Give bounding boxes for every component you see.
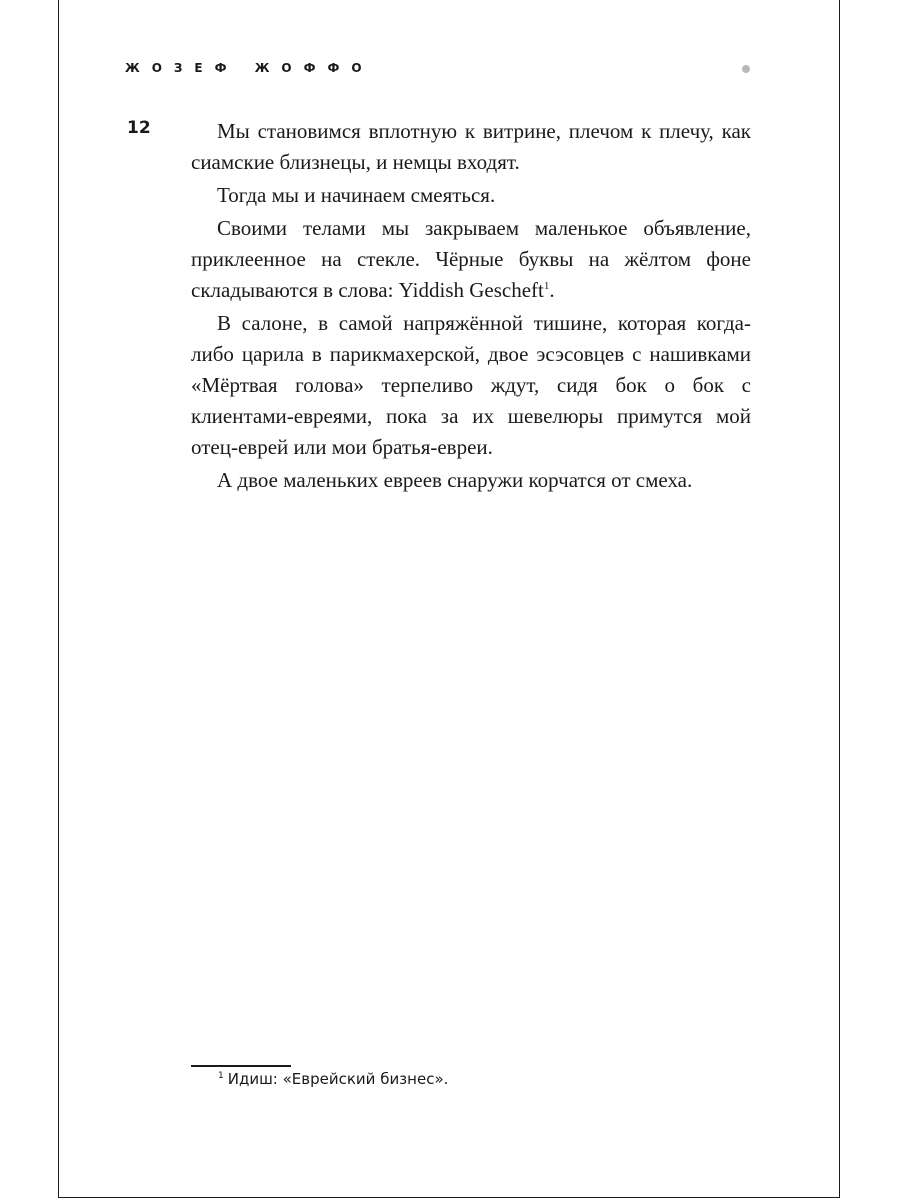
ornament-dot: [742, 65, 750, 73]
footnote-marker: 1: [218, 1071, 224, 1081]
footnote: [218, 1070, 448, 1088]
paragraph-text: Своими телами мы закрываем маленькое объявление, приклеенное на стекле. Чёрные буквы на жёлтом фоне складываются в слова: Yiddish Gescheft: [191, 216, 751, 302]
running-head: ЖОЗЕФ ЖОФФО: [125, 61, 374, 75]
footnote-rule: [191, 1065, 291, 1067]
paragraph: В салоне, в самой напряжённой тишине, которая когда-либо царила в парикмахерской, двое эсэсовцев с нашивками «Мёртвая голова» терпеливо ждут, сидя бок о бок с клиентами-евреями, пока за их шевелюры примутся мой отец-еврей или мои братья-евреи.: [191, 311, 751, 459]
page-number: 12: [127, 118, 151, 138]
paragraph: Тогда мы и начинаем смеяться.: [217, 183, 496, 207]
paragraph: Мы становимся вплотную к витрине, плечом к плечу, как сиамские близнецы, и немцы входят.: [191, 119, 751, 174]
footnote-reference[interactable]: 1: [543, 280, 550, 292]
paragraph: [191, 213, 751, 306]
book-page: [58, 0, 840, 1198]
paragraph: А двое маленьких евреев снаружи корчатся от смеха.: [217, 468, 693, 492]
body-text: [191, 116, 751, 498]
footnote-text: Идиш: «Еврейский бизнес».: [227, 1070, 449, 1088]
paragraph-end-punct: .: [549, 278, 555, 302]
